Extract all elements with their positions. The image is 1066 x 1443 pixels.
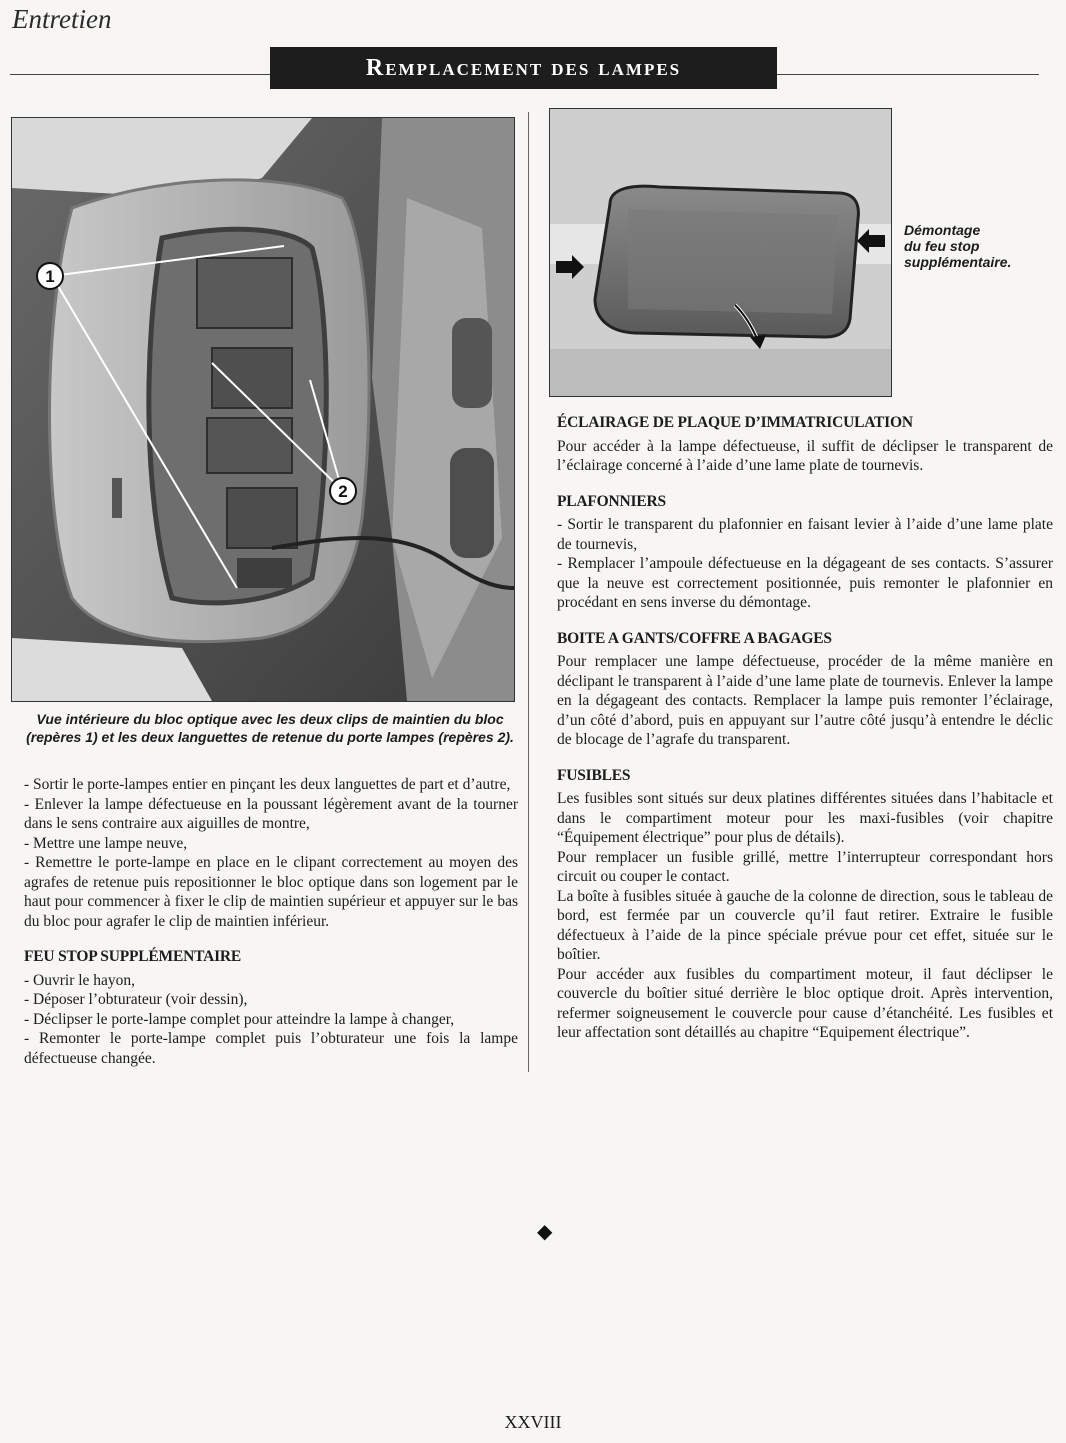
section-heading: FUSIBLES (557, 766, 631, 784)
section-heading: BOITE A GANTS/COFFRE A BAGAGES (557, 629, 832, 647)
step-line: - Sortir le porte-lampes entier en pinçant les deux languettes de part et d’autre, (24, 776, 511, 793)
page-number: XXVIII (504, 1412, 562, 1432)
step-line: - Déposer l’obturateur (voir dessin), (24, 991, 248, 1008)
paragraph: Pour remplacer une lampe défectueuse, procéder de la même manière en déclipant le transparent à l’aide d’une lame plate de tournevis. Enlever la lampe en la dégageant des contacts. Remplacer la lampe puis remonter l’éclairage, d’un côté d’abord, puis en appuyant sur l’autre côté jusqu’à entendre le déclic de blocage de l’agrafe du transparent. (557, 653, 1053, 748)
boite-section (557, 629, 1053, 750)
paragraph: Pour accéder à la lampe défectueuse, il suffit de déclipser le transparent de l’éclairage concerné à l’aide d’une lame plate de tournevis. (557, 437, 1053, 474)
step-line: - Remplacer l’ampoule défectueuse en la dégageant de ses contacts. S’assurer que la neuve est correctement positionnée, puis remonter le plafonnier en procédant en sens inverse du démontage. (557, 555, 1053, 611)
section-ornament: ◆ (537, 1221, 553, 1243)
left-column (24, 775, 518, 1084)
section-heading: PLAFONNIERS (557, 492, 666, 510)
step-line: - Remettre le porte-lampe en place en le clipant correctement au moyen des agrafes de retenue puis repositionner le bloc optique dans son logement par le haut pour commencer à fixer le clip de maintien supérieur et appuyer sur le bas du bloc pour agrafer le clip de maintien inférieur. (24, 854, 518, 930)
stop-lamp-caption (904, 222, 1034, 270)
feu-stop-section (24, 947, 518, 1068)
stop-lamp-photo (549, 108, 892, 397)
section-label: Entretien (12, 4, 112, 34)
porte-lampes-steps (24, 775, 518, 931)
step-line: - Enlever la lampe défectueuse en la poussant légèrement avant de la tourner dans le sens contraire aux aiguilles de montre, (24, 795, 518, 832)
callout-1: 1 (45, 267, 55, 286)
title-rule-right (777, 74, 1039, 75)
section-heading: FEU STOP SUPPLÉMENTAIRE (24, 948, 242, 965)
stop-caption-line-1: Démontage (904, 222, 981, 238)
step-line: - Sortir le transparent du plafonnier en faisant levier à l’aide d’une lame plate de tournevis, (557, 516, 1053, 553)
main-photo-caption: Vue intérieure du bloc optique avec les deux clips de maintien du bloc (repères 1) et les deux languettes de retenue du porte lampes (repères 2). (26, 711, 514, 745)
callout-2: 2 (338, 482, 348, 501)
light-cluster-photo (11, 117, 515, 702)
step-line: - Mettre une lampe neuve, (24, 834, 188, 852)
step-line: - Remonter le porte-lampe complet puis l’obturateur une fois la lampe défectueuse changée. (24, 1030, 518, 1067)
section-heading: ÉCLAIRAGE DE PLAQUE D’IMMATRICULATION (557, 414, 913, 431)
fusibles-section (557, 766, 1053, 1043)
paragraph: Pour remplacer un fusible grillé, mettre l’interrupteur correspondant hors circuit ou couper le contact. (557, 848, 1053, 885)
page-title: Remplacement des lampes (270, 47, 777, 89)
paragraph: La boîte à fusibles située à gauche de la colonne de direction, sous le tableau de bord, est fermée par un couvercle qu’il faut retirer. Extraire le fusible défectueux à l’aide de la pince spéciale prévue pour cet effet, située sur le boîtier. (557, 887, 1053, 963)
stop-caption-line-2: du feu stop (904, 238, 980, 254)
title-rule-left (10, 74, 270, 75)
paragraph: Pour accéder aux fusibles du compartiment moteur, il faut déclipser le couvercle du boîtier situé derrière le bloc optique droit. Après intervention, refermer soigneusement le couvercle pour cause d’étanchéité. Les fusibles et leur affectation sont détaillés au chapitre “Equipement électrique”. (557, 965, 1053, 1041)
plafonniers-section (557, 492, 1053, 613)
stop-caption-line-3: supplémentaire. (904, 254, 1012, 270)
right-column (557, 413, 1053, 1059)
paragraph: Les fusibles sont situés sur deux platines différentes situées dans l’habitacle et dans le compartiment moteur pour les maxi-fusibles (voir chapitre “Équipement électrique” pour plus de détails). (557, 790, 1053, 846)
eclairage-section (557, 413, 1053, 476)
column-divider (528, 112, 529, 1072)
step-line: - Déclipser le porte-lampe complet pour atteindre la lampe à changer, (24, 1010, 455, 1028)
step-line: - Ouvrir le hayon, (24, 971, 136, 989)
